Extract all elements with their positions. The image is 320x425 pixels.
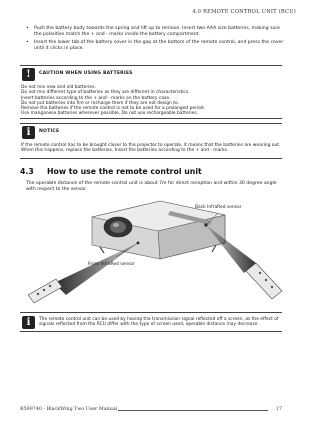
notice2-text: The remote control unit can be used by having the transmission signal reflected off a screen, as the effect of signals reflected from the RCU differ with the type of screen used, operable distance may decrease. — [39, 317, 279, 328]
bullet-dot: • — [26, 26, 29, 31]
notice-body — [21, 143, 283, 154]
remote-control-left-icon — [28, 279, 62, 303]
caution-bottom-rule — [20, 118, 282, 119]
section-title: How to use the remote control unit — [47, 167, 202, 176]
notice-title: NOTICE — [39, 129, 60, 134]
list-item — [26, 40, 284, 53]
caution-title: CAUTION WHEN USING BATTERIES — [39, 71, 133, 76]
caution-line: Do not mix different type of batteries as they are different in characteristics. — [21, 90, 190, 96]
running-header: 4.0 REMOTE CONTROL UNIT (RCU) — [192, 9, 296, 15]
section-body: The operable distance of the remote control unit is about 7m for direct reception and within 30 degree angle with respect to the sensor. — [26, 181, 277, 193]
section-number: 4.3 — [20, 167, 34, 176]
rcu-usage-figure — [20, 195, 285, 310]
notice-top-rule — [20, 123, 282, 124]
notice2-top-rule — [20, 312, 282, 313]
list-item — [26, 26, 284, 39]
footer-rule — [118, 410, 268, 411]
caution-body — [21, 85, 283, 117]
info-icon: i — [22, 126, 35, 139]
caution-top-rule — [20, 65, 282, 66]
front-sensor-label: Front InfraRed sensor — [88, 262, 135, 267]
notice2-bottom-rule — [20, 331, 282, 332]
remote-control-right-icon — [246, 263, 282, 299]
caution-line: Remove the batteries if the remote control is not to be used for a prolonged period. — [21, 106, 205, 112]
list-item-text: Insert the lower tab of the battery cover in the gap at the bottom of the remote control, and press the cover until it clicks in place. — [34, 39, 284, 51]
notice2-body — [39, 317, 283, 328]
back-sensor-label: Back InfraRed sensor — [195, 205, 242, 210]
bullet-dot: • — [26, 39, 29, 45]
caution-line: Use manganese batteries wherever possible, Do not use rechargeable batteries. — [21, 111, 199, 117]
footer-manual-title: R599740 - BlackWing Two User Manual — [20, 407, 118, 412]
instruction-list — [26, 26, 284, 53]
warning-icon: ! — [22, 68, 35, 81]
list-item-text: Push the battery body towards the spring and lift up to remove. Insert two AAA size batteries, making sure the polarities match the + and - marks inside the battery compartment. — [34, 26, 280, 38]
page-number: 17 — [275, 407, 282, 412]
caution-line: Do not put batteries into fire or recharge them if they are not design to. — [21, 100, 179, 106]
notice-text: If the remote control has to be brought closer to the projector to operate, it means that the batteries are wearing out. When this happens, replace the batteries. Insert the batteries according to the + and - marks. — [21, 143, 281, 154]
caution-line: Insert batteries according to the + and - marks on the battery case. — [21, 95, 171, 101]
info-icon: i — [22, 316, 35, 329]
notice-bottom-rule — [20, 158, 282, 159]
caution-line: Do not mix new and old batteries. — [21, 85, 96, 90]
